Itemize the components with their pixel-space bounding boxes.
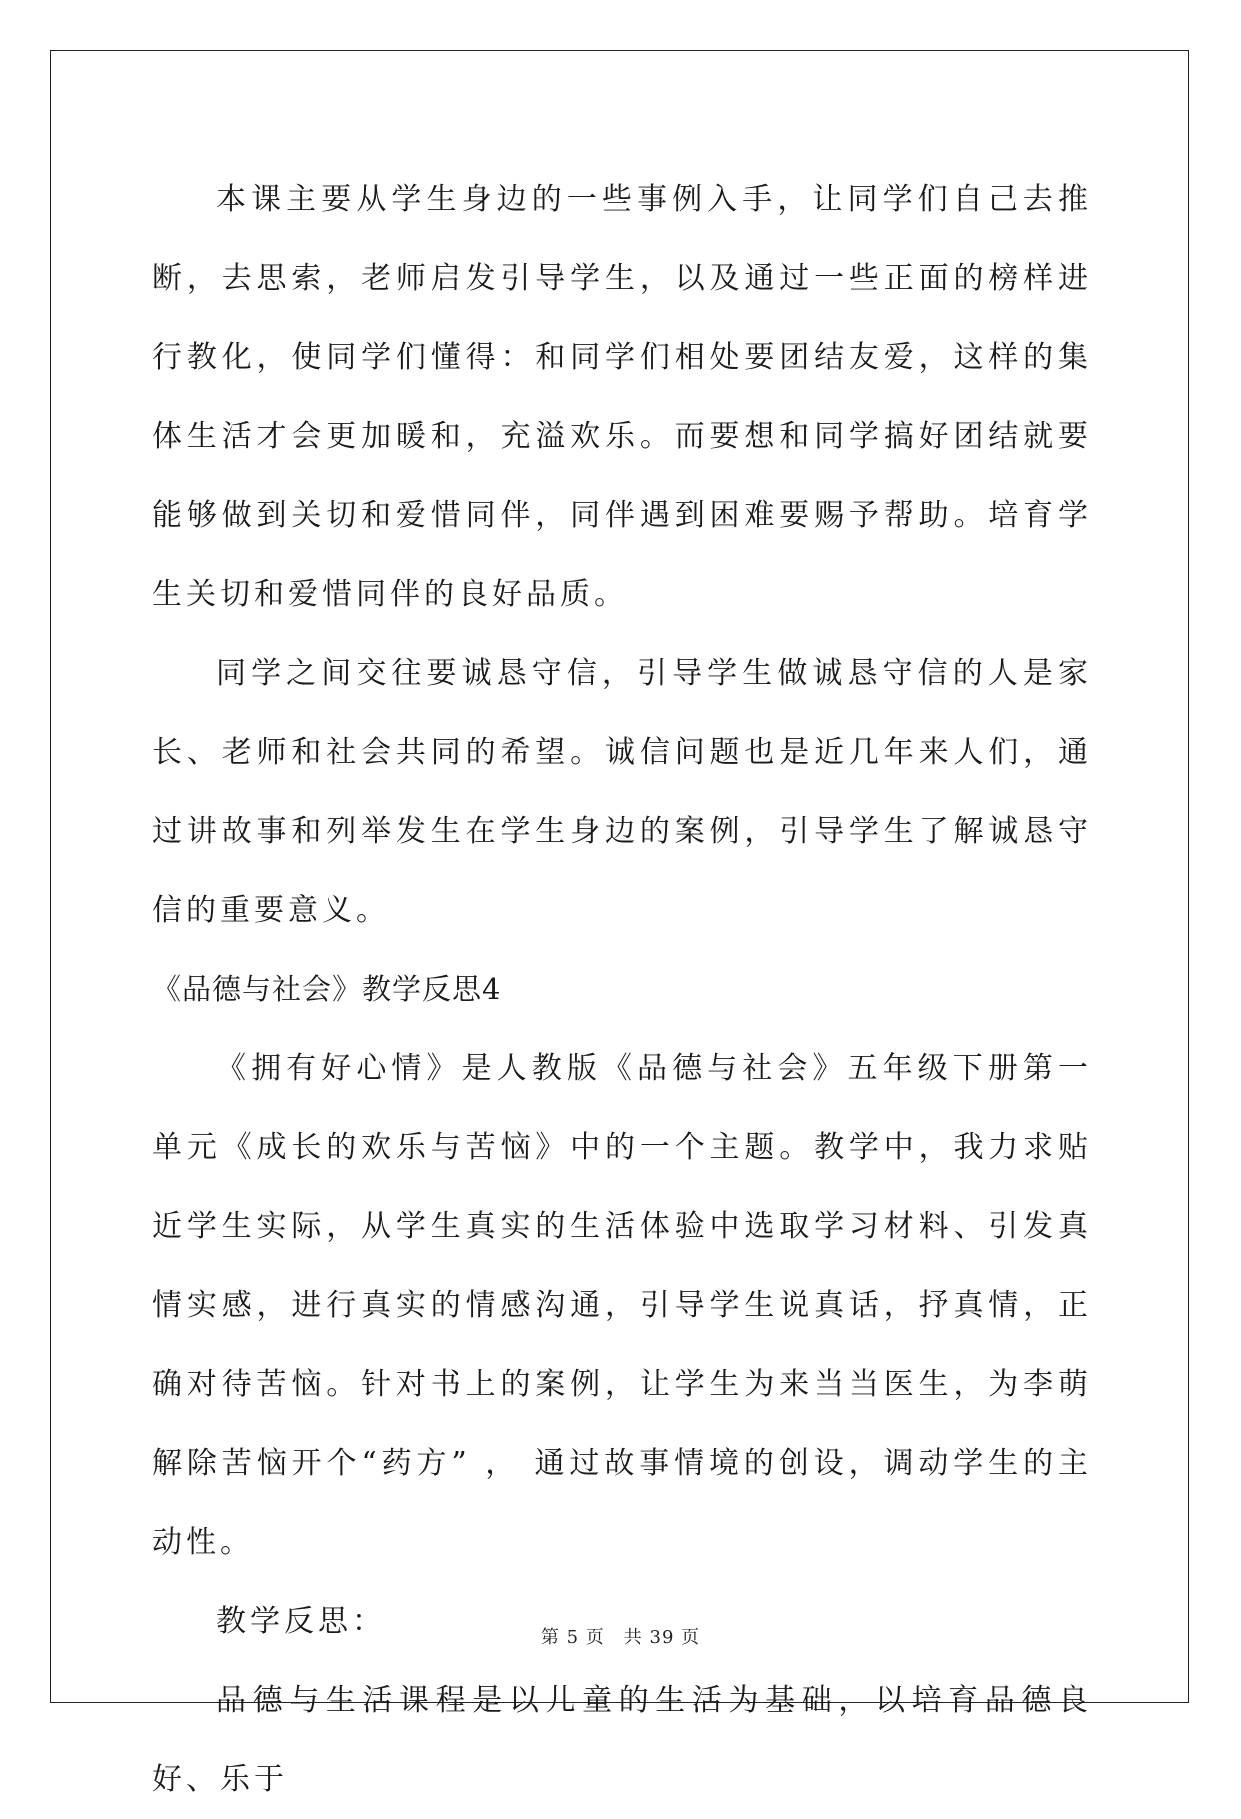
section-heading: 《品德与社会》教学反思4 <box>152 972 502 1006</box>
paragraph: 品德与生活课程是以儿童的生活为基础，以培育品德良好、乐于 <box>152 1683 1092 1797</box>
paragraph: 本课主要从学生身边的一些事例入手，让同学们自己去推断，去思索，老师启发引导学生，以及通过一些正面的榜样进行教化，使同学们懂得：和同学们相处要团结友爱，这样的集体生活才会更加暖和，充溢欢乐。而要想和同学搞好团结就要能够做到关切和爱惜同伴，同伴遇到困难要赐予帮助。培育学生关切和爱惜同伴的良好品质。 <box>152 182 1092 612</box>
paragraph: 教学反思： <box>216 1604 386 1639</box>
paragraph: 同学之间交往要诚恳守信，引导学生做诚恳守信的人是家长、老师和社会共同的希望。诚信问题也是近几年来人们，通过讲故事和列举发生在学生身边的案例，引导学生了解诚恳守信的重要意义。 <box>152 656 1092 928</box>
paragraph: 《拥有好心情》是人教版《品德与社会》五年级下册第一单元《成长的欢乐与苦恼》中的一个主题。教学中，我力求贴近学生实际，从学生真实的生活体验中选取学习材料、引发真情实感，进行真实的情感沟通，引导学生说真话，抒真情，正确对待苦恼。针对书上的案例，让学生为来当当医生，为李萌解除苦恼开个“药方” ， 通过故事情境的创设，调动学生的主动性。 <box>152 1051 1092 1560</box>
page-number-footer: 第 5 页 共 39 页 <box>540 1627 701 1648</box>
document-body <box>152 160 1092 1819</box>
